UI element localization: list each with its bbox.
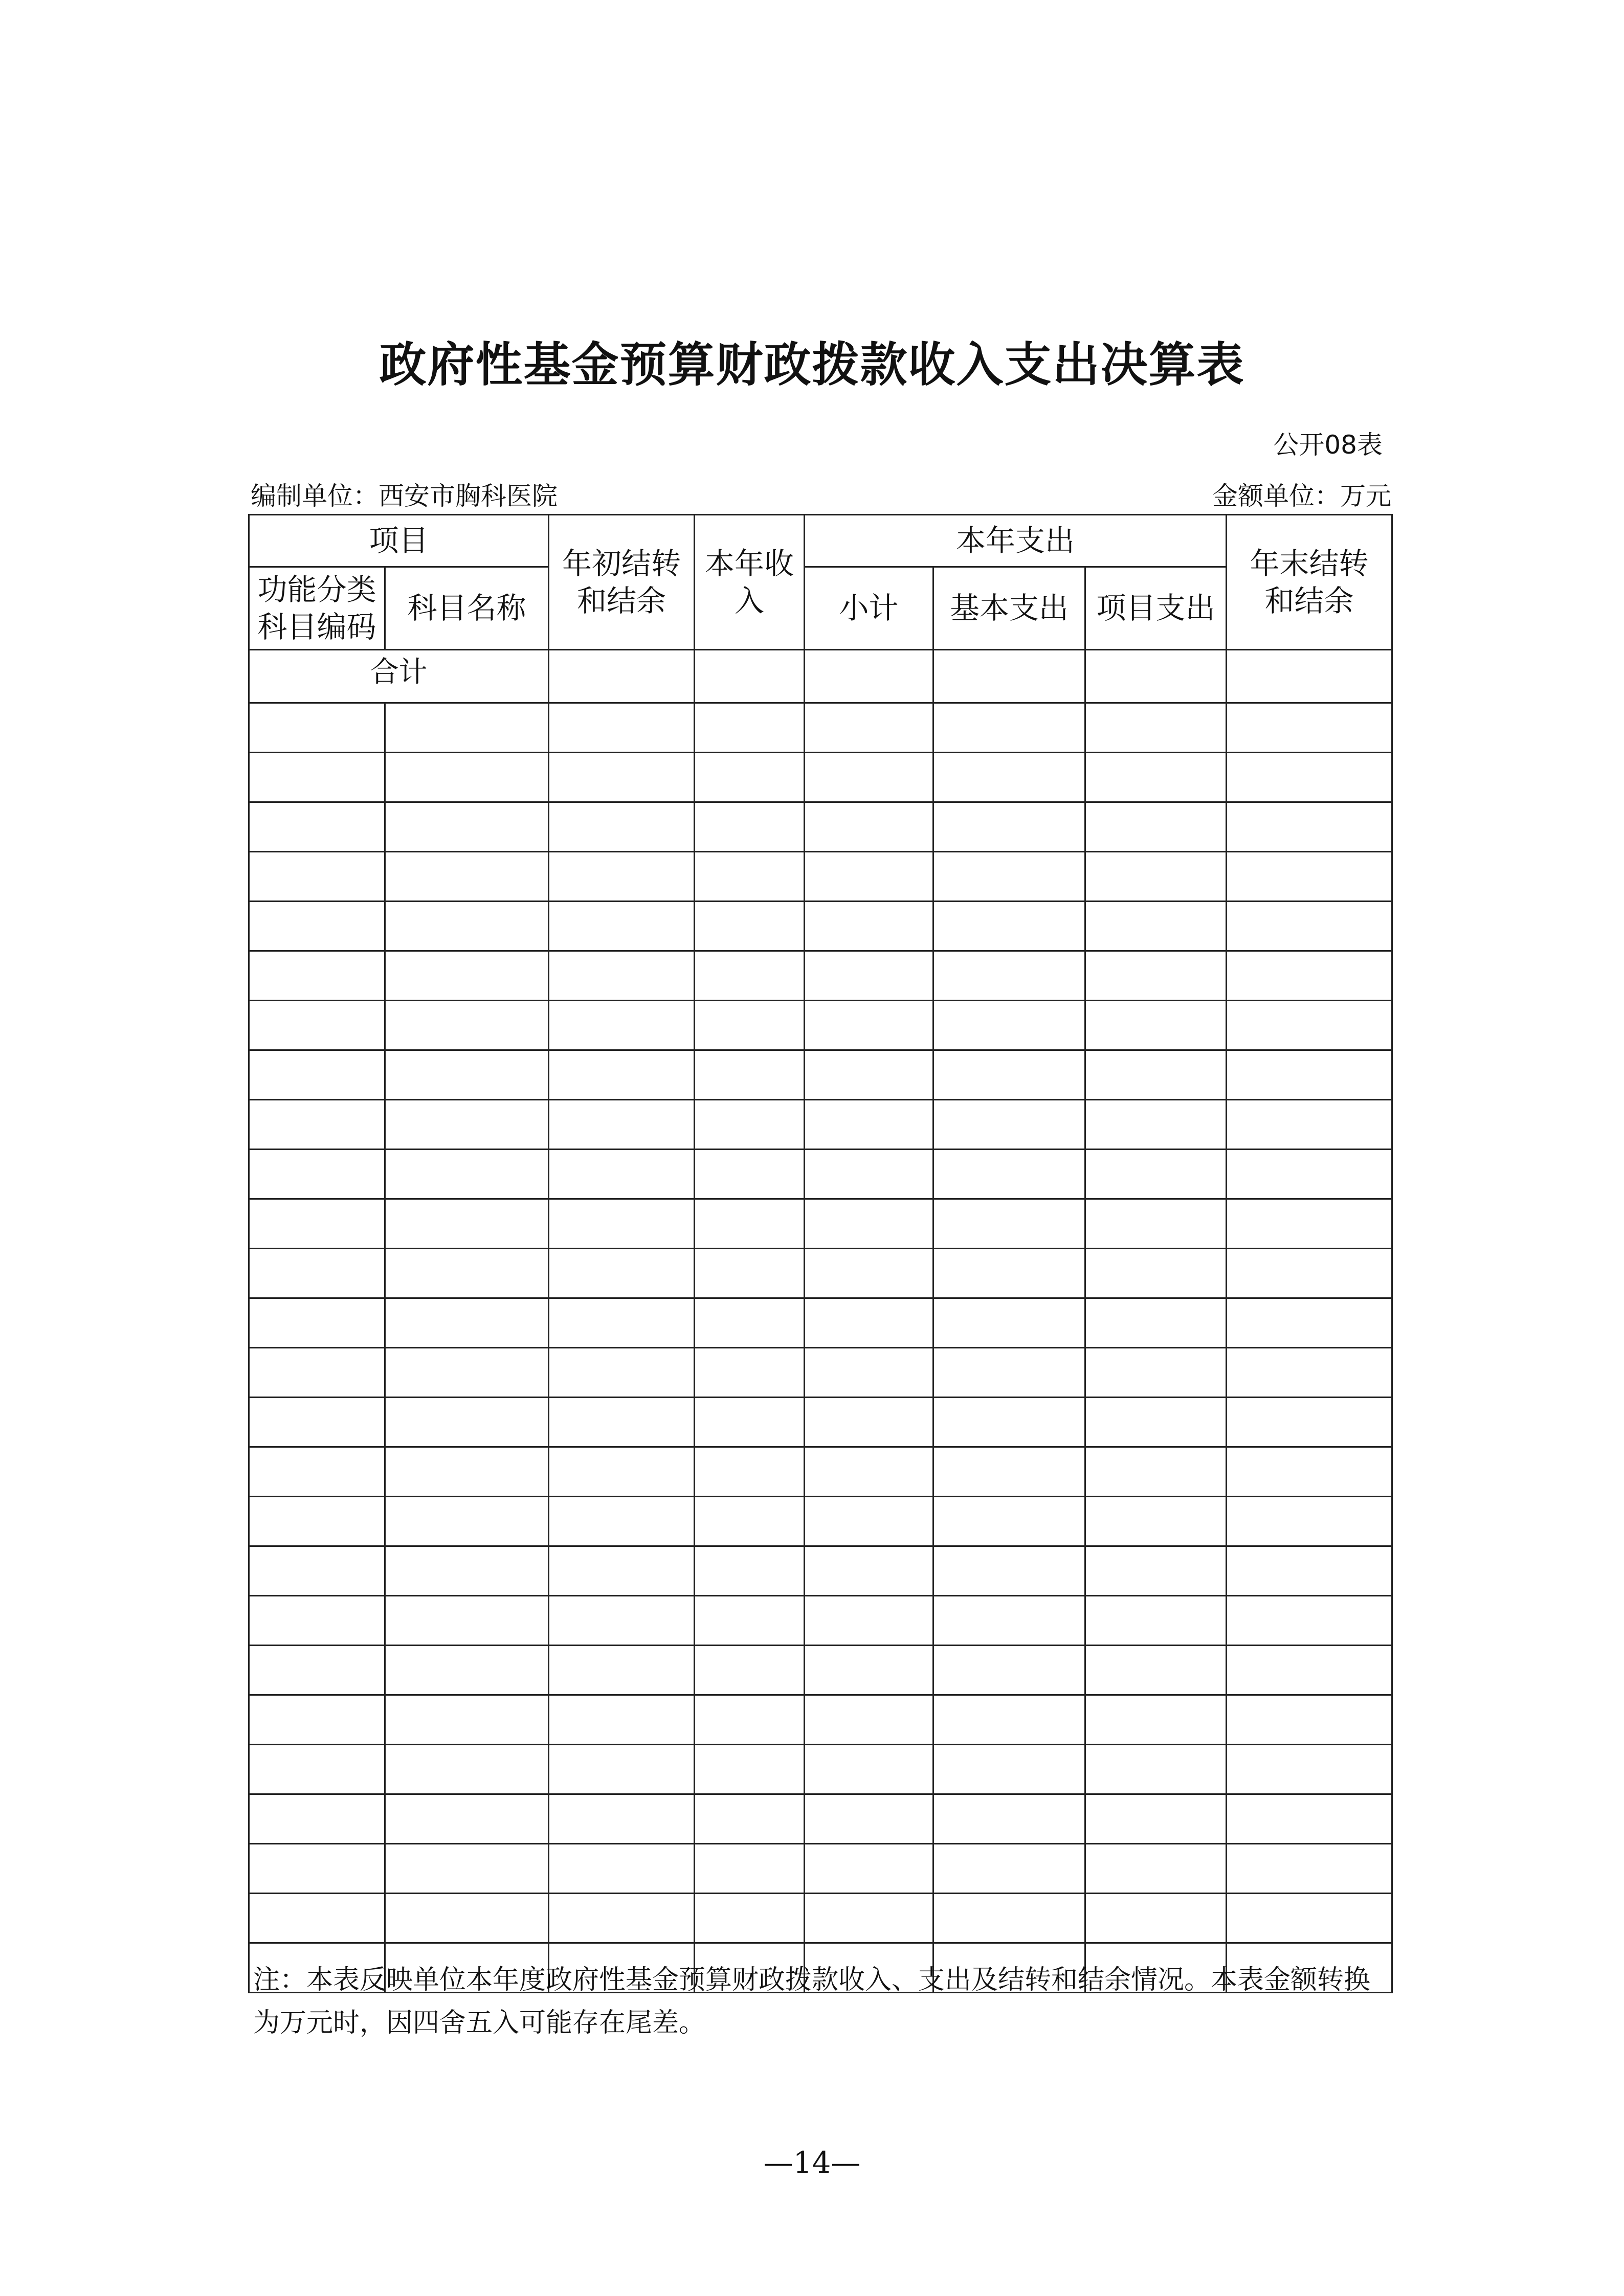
table-cell (933, 1497, 1085, 1546)
header-expense: 本年支出 (805, 515, 1227, 567)
table-row (249, 1497, 1392, 1546)
table-cell (549, 1100, 695, 1150)
header-basic-expense: 基本支出 (933, 567, 1085, 650)
table-cell (549, 1298, 695, 1348)
table-cell (249, 1050, 385, 1100)
table-cell (249, 1646, 385, 1695)
table-cell (695, 1050, 805, 1100)
table-cell (1227, 1348, 1392, 1398)
table-cell (1227, 1050, 1392, 1100)
table-cell (249, 1497, 385, 1546)
table-cell (249, 1894, 385, 1943)
table-row (249, 1844, 1392, 1894)
table-cell (385, 1894, 549, 1943)
table-cell (1227, 1794, 1392, 1844)
table-cell (249, 1199, 385, 1249)
table-cell (695, 1348, 805, 1398)
table-cell (1085, 1844, 1227, 1894)
header-func-code: 功能分类 科目编码 (249, 567, 385, 650)
table-cell (1085, 1695, 1227, 1745)
table-cell (695, 1199, 805, 1249)
table-cell (695, 1745, 805, 1794)
table-cell (695, 1794, 805, 1844)
table-cell (695, 1447, 805, 1497)
table-cell (1227, 1001, 1392, 1050)
table-cell (549, 703, 695, 753)
page-title: 政府性基金预算财政拨款收入支出决算表 (379, 337, 1245, 392)
total-cell (1227, 650, 1392, 703)
table-cell (1085, 902, 1227, 951)
table-cell (1227, 1249, 1392, 1298)
table-cell (385, 1447, 549, 1497)
table-cell (385, 1596, 549, 1646)
table-cell (695, 802, 805, 852)
table-cell (1227, 703, 1392, 753)
table-row (249, 1894, 1392, 1943)
table-cell (549, 1646, 695, 1695)
table-cell (1227, 1695, 1392, 1745)
table-cell (249, 703, 385, 753)
table-cell (1227, 1497, 1392, 1546)
table-cell (385, 1794, 549, 1844)
table-cell (1227, 1150, 1392, 1199)
table-cell (385, 1050, 549, 1100)
table-cell (549, 802, 695, 852)
table-note: 注：本表反映单位本年度政府性基金预算财政拨款收入、支出及结转和结余情况。本表金额转换为万元时，因四舍五入可能存在尾差。 (253, 1965, 1371, 2038)
table-cell (695, 703, 805, 753)
table-cell (549, 1844, 695, 1894)
table-cell (1085, 852, 1227, 902)
table-cell (549, 1695, 695, 1745)
table-cell (695, 1249, 805, 1298)
table-cell (549, 1050, 695, 1100)
table-cell (933, 1100, 1085, 1150)
table-cell (385, 1646, 549, 1695)
table-cell (385, 1150, 549, 1199)
table-cell (933, 1695, 1085, 1745)
table-row (249, 1398, 1392, 1447)
table-cell (1227, 1546, 1392, 1596)
table-cell (805, 1745, 933, 1794)
table-cell (249, 1001, 385, 1050)
table-cell (1227, 1398, 1392, 1447)
table-row (249, 1199, 1392, 1249)
table-cell (933, 802, 1085, 852)
table-cell (933, 703, 1085, 753)
table-row (249, 902, 1392, 951)
table-cell (695, 1298, 805, 1348)
table-cell (549, 1150, 695, 1199)
table-row (249, 1745, 1392, 1794)
table-row (249, 703, 1392, 753)
table-row (249, 1001, 1392, 1050)
table-cell (933, 1050, 1085, 1100)
table-cell (385, 1100, 549, 1150)
table-cell (695, 1546, 805, 1596)
table-cell (933, 1348, 1085, 1398)
table-cell (933, 1199, 1085, 1249)
table-cell (1085, 1001, 1227, 1050)
table-cell (249, 1100, 385, 1150)
table-row (249, 1546, 1392, 1596)
table-cell (805, 1298, 933, 1348)
table-cell (695, 951, 805, 1001)
header-subject-name: 科目名称 (385, 567, 549, 650)
header-begin-balance: 年初结转 和结余 (549, 515, 695, 650)
table-cell (549, 852, 695, 902)
table-cell (249, 1348, 385, 1398)
table-cell (1085, 1199, 1227, 1249)
table-cell (1227, 1100, 1392, 1150)
table-cell (805, 852, 933, 902)
table-cell (1227, 1447, 1392, 1497)
table-cell (549, 1398, 695, 1447)
table-cell (805, 902, 933, 951)
header-item: 项目 (249, 515, 549, 567)
table-cell (1227, 802, 1392, 852)
table-cell (695, 1894, 805, 1943)
table-cell (385, 1199, 549, 1249)
table-cell (385, 1398, 549, 1447)
form-number: 公开08表 (1273, 430, 1383, 460)
table-cell (249, 1298, 385, 1348)
table-cell (695, 1596, 805, 1646)
table-cell (249, 1695, 385, 1745)
table-cell (933, 1001, 1085, 1050)
amount-unit: 金额单位：万元 (1212, 481, 1391, 511)
table-cell (385, 1745, 549, 1794)
table-cell (549, 902, 695, 951)
table-cell (1085, 1298, 1227, 1348)
table-cell (805, 1596, 933, 1646)
total-label: 合计 (249, 650, 549, 703)
table-cell (933, 1447, 1085, 1497)
table-cell (805, 1249, 933, 1298)
table-cell (805, 1348, 933, 1398)
table-cell (805, 1794, 933, 1844)
compiling-unit: 编制单位：西安市胸科医院 (251, 481, 558, 511)
table-cell (695, 1150, 805, 1199)
table-cell (805, 1447, 933, 1497)
table-cell (385, 1249, 549, 1298)
table-cell (933, 1398, 1085, 1447)
table-cell (805, 1497, 933, 1546)
table-cell (1085, 951, 1227, 1001)
table-cell (249, 1447, 385, 1497)
table-cell (695, 1398, 805, 1447)
table-cell (1227, 1844, 1392, 1894)
table-cell (805, 802, 933, 852)
table-cell (549, 1894, 695, 1943)
table-cell (695, 1844, 805, 1894)
header-end-balance: 年末结转 和结余 (1227, 515, 1392, 650)
table-cell (805, 1546, 933, 1596)
table-cell (805, 753, 933, 802)
table-cell (549, 1497, 695, 1546)
table-row (249, 1447, 1392, 1497)
table-cell (805, 1844, 933, 1894)
table-cell (805, 703, 933, 753)
total-cell (695, 650, 805, 703)
table-cell (549, 1199, 695, 1249)
table-cell (549, 1447, 695, 1497)
table-cell (1227, 1596, 1392, 1646)
table-cell (805, 1695, 933, 1745)
table-cell (549, 1348, 695, 1398)
table-cell (1085, 1348, 1227, 1398)
total-cell (805, 650, 933, 703)
table-cell (933, 1745, 1085, 1794)
table-row (249, 1298, 1392, 1348)
table-row (249, 1596, 1392, 1646)
table-cell (1085, 1546, 1227, 1596)
table-cell (549, 1794, 695, 1844)
table-cell (1227, 1199, 1392, 1249)
table-cell (385, 852, 549, 902)
table-cell (549, 1249, 695, 1298)
table-cell (249, 1150, 385, 1199)
table-cell (1085, 1646, 1227, 1695)
table-cell (805, 1646, 933, 1695)
table-cell (1227, 1298, 1392, 1348)
table-cell (1085, 1794, 1227, 1844)
table-row (249, 1050, 1392, 1100)
table-cell (1085, 1150, 1227, 1199)
table-cell (249, 1596, 385, 1646)
table-cell (385, 1001, 549, 1050)
table-cell (1085, 1398, 1227, 1447)
table-cell (805, 1050, 933, 1100)
table-cell (1227, 1745, 1392, 1794)
table-cell (933, 1596, 1085, 1646)
table-row (249, 802, 1392, 852)
header-income: 本年收 入 (695, 515, 805, 650)
table-row (249, 852, 1392, 902)
table-cell (249, 753, 385, 802)
table-cell (249, 902, 385, 951)
table-cell (249, 951, 385, 1001)
table-row (249, 1150, 1392, 1199)
table-cell (385, 802, 549, 852)
table-cell (805, 1001, 933, 1050)
table-cell (1227, 753, 1392, 802)
table-cell (695, 852, 805, 902)
table-cell (249, 802, 385, 852)
table-row (249, 1348, 1392, 1398)
table-cell (385, 1695, 549, 1745)
table-cell (385, 1497, 549, 1546)
table-row (249, 1695, 1392, 1745)
table-cell (1227, 1894, 1392, 1943)
table-cell (805, 1398, 933, 1447)
table-cell (249, 1844, 385, 1894)
table-cell (1085, 1100, 1227, 1150)
table-cell (249, 852, 385, 902)
table-cell (385, 753, 549, 802)
table-row (249, 951, 1392, 1001)
table-cell (695, 902, 805, 951)
table-cell (695, 1497, 805, 1546)
table-cell (549, 753, 695, 802)
table-cell (695, 1646, 805, 1695)
table-cell (1085, 1745, 1227, 1794)
table-cell (1227, 951, 1392, 1001)
table-cell (805, 1199, 933, 1249)
table-row (249, 753, 1392, 802)
table-cell (933, 902, 1085, 951)
total-cell (1085, 650, 1227, 703)
table-cell (695, 1100, 805, 1150)
table-cell (385, 902, 549, 951)
table-cell (1085, 753, 1227, 802)
table-cell (805, 1100, 933, 1150)
table-cell (549, 1546, 695, 1596)
table-cell (385, 1348, 549, 1398)
table-cell (933, 1646, 1085, 1695)
table-cell (1085, 1497, 1227, 1546)
header-subtotal: 小计 (805, 567, 933, 650)
table-cell (1085, 703, 1227, 753)
budget-table (248, 514, 1393, 1993)
total-cell (933, 650, 1085, 703)
table-cell (249, 1546, 385, 1596)
table-cell (549, 1596, 695, 1646)
table-cell (933, 1249, 1085, 1298)
table-cell (933, 1844, 1085, 1894)
table-cell (933, 753, 1085, 802)
table-row (249, 1646, 1392, 1695)
table-cell (1085, 1249, 1227, 1298)
total-cell (549, 650, 695, 703)
table-cell (1085, 1894, 1227, 1943)
table-cell (549, 951, 695, 1001)
table-cell (1227, 852, 1392, 902)
table-cell (805, 951, 933, 1001)
table-cell (385, 1844, 549, 1894)
table-cell (695, 753, 805, 802)
table-cell (385, 951, 549, 1001)
table-row (249, 1794, 1392, 1844)
table-cell (805, 1894, 933, 1943)
header-project-expense: 项目支出 (1085, 567, 1227, 650)
table-cell (549, 1001, 695, 1050)
table-cell (805, 1150, 933, 1199)
table-cell (1085, 1596, 1227, 1646)
table-cell (933, 1546, 1085, 1596)
table-row (249, 1249, 1392, 1298)
table-cell (249, 1249, 385, 1298)
table-body (249, 703, 1392, 1993)
table-cell (1227, 1646, 1392, 1695)
table-cell (933, 1894, 1085, 1943)
table-cell (549, 1745, 695, 1794)
table-cell (249, 1745, 385, 1794)
table-cell (695, 1695, 805, 1745)
table-row (249, 1100, 1392, 1150)
table-cell (1227, 902, 1392, 951)
table-cell (385, 1298, 549, 1348)
table-cell (933, 1794, 1085, 1844)
table-cell (933, 852, 1085, 902)
table-cell (1085, 802, 1227, 852)
table-cell (385, 703, 549, 753)
page-number: —14— (763, 2145, 861, 2180)
table-cell (1085, 1447, 1227, 1497)
table-cell (249, 1794, 385, 1844)
table-cell (1085, 1050, 1227, 1100)
table-cell (695, 1001, 805, 1050)
table-cell (385, 1546, 549, 1596)
table-cell (933, 951, 1085, 1001)
table-cell (249, 1398, 385, 1447)
table-cell (933, 1298, 1085, 1348)
table-cell (933, 1150, 1085, 1199)
